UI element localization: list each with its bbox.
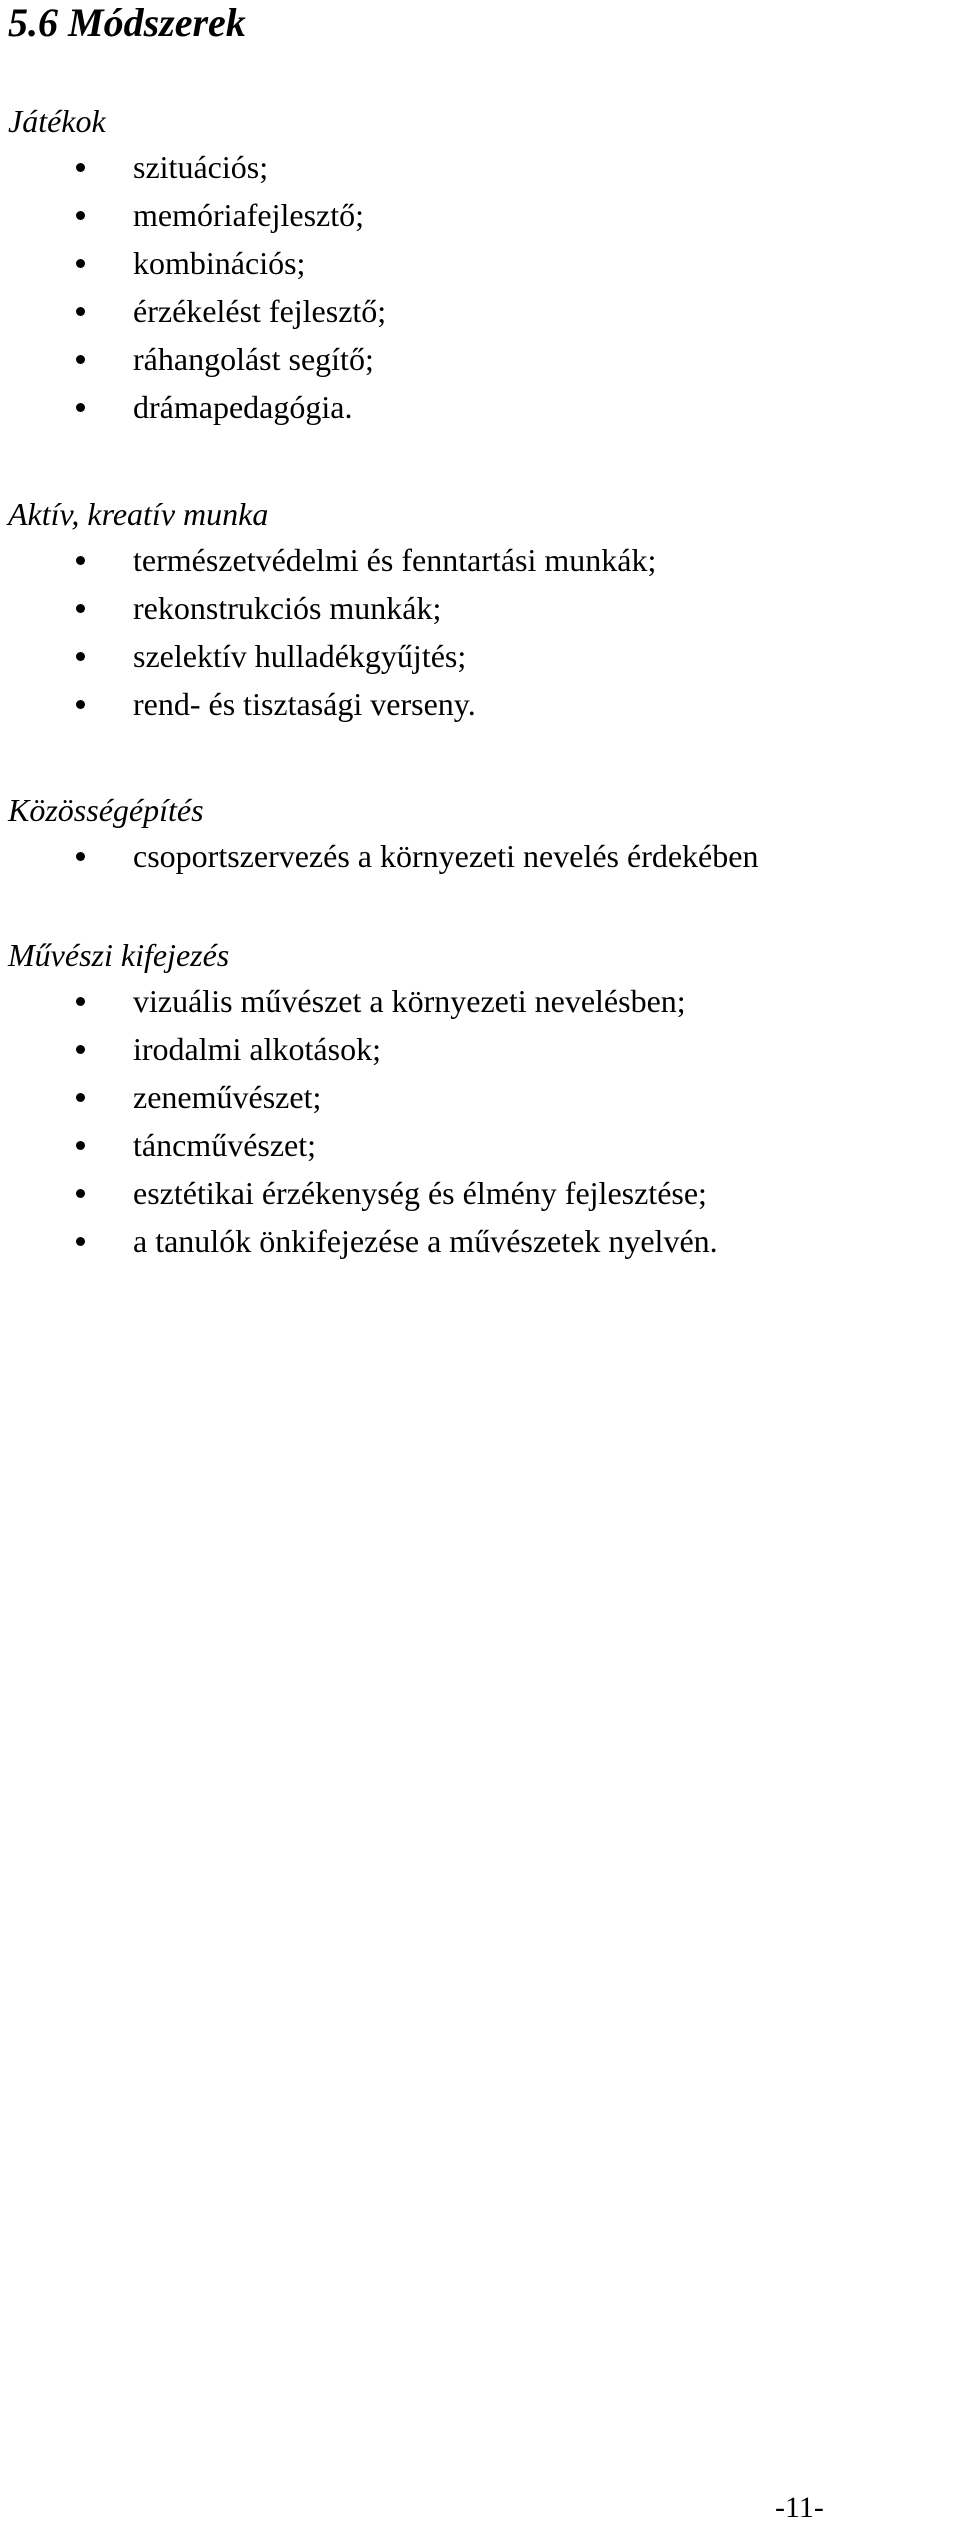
list-item — [8, 1173, 958, 1221]
list-item — [8, 1029, 958, 1077]
section-kozossegepites — [8, 792, 958, 884]
list-item — [8, 147, 958, 195]
list-item-text: rekonstrukciós munkák; — [133, 590, 442, 626]
list-item — [8, 836, 958, 884]
page-number: -11- — [775, 2491, 824, 2524]
list-item-text: érzékelést fejlesztő; — [133, 293, 387, 329]
bullet-icon — [76, 556, 85, 565]
bullet-list — [8, 836, 958, 884]
list-item-text: memóriafejlesztő; — [133, 197, 365, 233]
list-item-text: táncművészet; — [133, 1127, 317, 1163]
bullet-list — [8, 147, 958, 435]
bullet-icon — [76, 403, 85, 412]
bullet-icon — [76, 211, 85, 220]
bullet-icon — [76, 1045, 85, 1054]
list-item-text: drámapedagógia. — [133, 389, 353, 425]
list-item-text: esztétikai érzékenység és élmény fejlesztése; — [133, 1175, 707, 1211]
section-heading: Művészi kifejezés — [8, 937, 230, 973]
section-heading: Játékok — [8, 103, 106, 139]
list-item — [8, 981, 958, 1029]
section-heading: Aktív, kreatív munka — [8, 496, 269, 532]
list-item-text: irodalmi alkotások; — [133, 1031, 381, 1067]
section-heading: Közösségépítés — [8, 792, 204, 828]
list-item — [8, 243, 958, 291]
bullet-icon — [76, 652, 85, 661]
list-item-text: csoportszervezés a környezeti nevelés érdekében — [133, 838, 759, 874]
list-item-text: szelektív hulladékgyűjtés; — [133, 638, 467, 674]
page-title: 5.6 Módszerek — [8, 0, 246, 45]
list-item — [8, 387, 958, 435]
bullet-list — [8, 540, 958, 732]
list-item-text: rend- és tisztasági verseny. — [133, 686, 476, 722]
list-item — [8, 291, 958, 339]
section-jatekok — [8, 103, 958, 435]
list-item — [8, 339, 958, 387]
bullet-list — [8, 981, 958, 1269]
bullet-icon — [76, 997, 85, 1006]
list-item-text: zeneművészet; — [133, 1079, 322, 1115]
bullet-icon — [76, 163, 85, 172]
bullet-icon — [76, 259, 85, 268]
bullet-icon — [76, 307, 85, 316]
list-item-text: ráhangolást segítő; — [133, 341, 374, 377]
list-item-text: természetvédelmi és fenntartási munkák; — [133, 542, 657, 578]
list-item-text: a tanulók önkifejezése a művészetek nyelvén. — [133, 1223, 718, 1259]
bullet-icon — [76, 1189, 85, 1198]
list-item — [8, 1221, 958, 1269]
list-item — [8, 540, 958, 588]
bullet-icon — [76, 1141, 85, 1150]
bullet-icon — [76, 1237, 85, 1246]
list-item-text: kombinációs; — [133, 245, 306, 281]
section-aktiv-kreativ-munka — [8, 496, 958, 732]
list-item — [8, 588, 958, 636]
bullet-icon — [76, 852, 85, 861]
bullet-icon — [76, 604, 85, 613]
list-item — [8, 1125, 958, 1173]
section-muveszi-kifejezes — [8, 937, 958, 1269]
list-item — [8, 195, 958, 243]
list-item-text: vizuális művészet a környezeti nevelésben; — [133, 983, 686, 1019]
bullet-icon — [76, 700, 85, 709]
list-item — [8, 1077, 958, 1125]
list-item-text: szituációs; — [133, 149, 269, 185]
list-item — [8, 684, 958, 732]
bullet-icon — [76, 1093, 85, 1102]
bullet-icon — [76, 355, 85, 364]
list-item — [8, 636, 958, 684]
